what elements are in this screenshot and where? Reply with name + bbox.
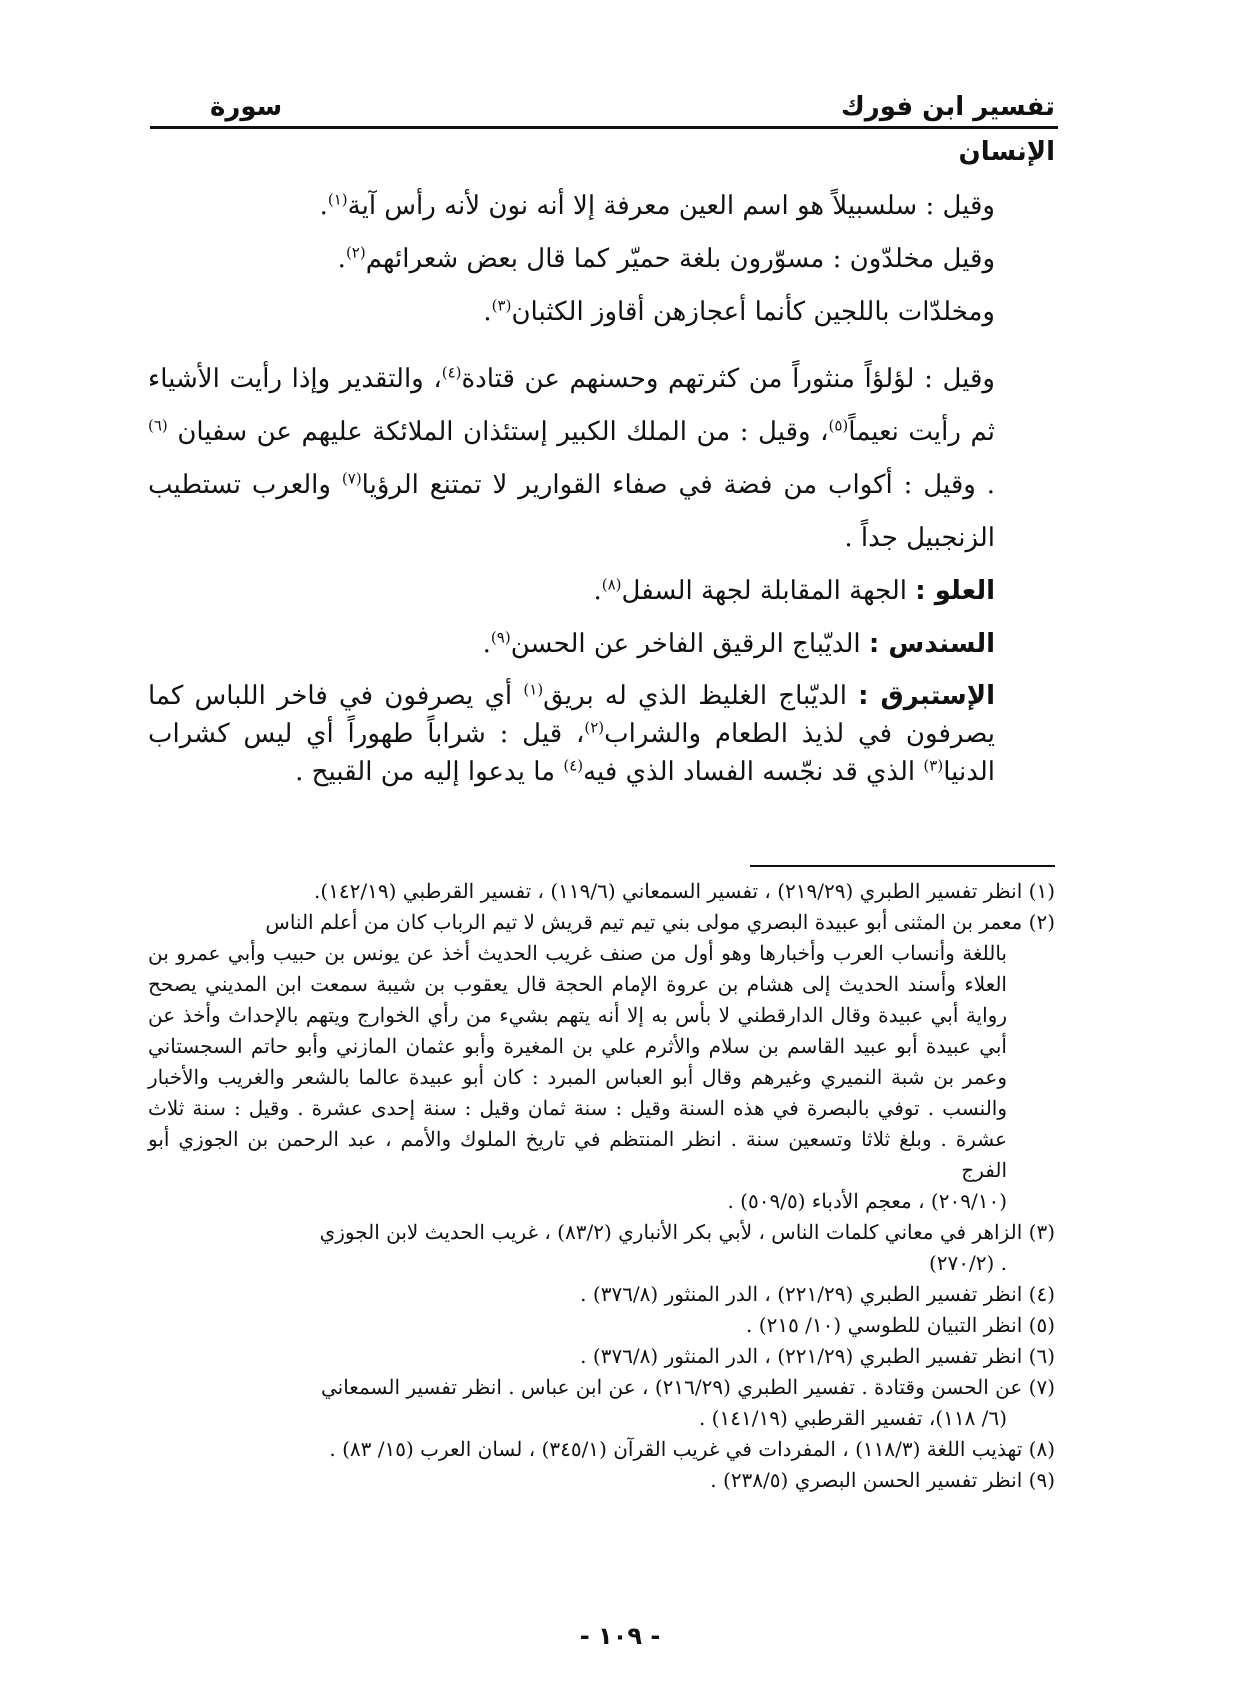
surah-name: الإنسان	[958, 137, 1055, 167]
footnote-divider	[750, 865, 1055, 867]
term-istabraq: الإستبرق :	[858, 681, 996, 711]
footnote-7-end: (٦/ ١١٨)، تفسير القرطبي (١٤١/١٩) .	[698, 1406, 1007, 1430]
footnote-2-end: (٢٠٩/١٠) ، معجم الأدباء (٥٠٩/٥) .	[727, 1189, 1007, 1213]
footnote-3: (٣) الزاهر في معاني كلمات الناس ، لأبي بكر الأنباري (٨٣/٢) ، غريب الحديث لابن الجوزي	[319, 1220, 1055, 1244]
definition-al-uluw: العلو : الجهة المقابلة لجهة السفل$^{(٨)}$.	[593, 575, 995, 606]
footnote-2: (٢) معمر بن المثنى أبو عبيدة البصري مولى بني تيم تيم قريش لا تيم الرباب كان من أعلم الناس	[265, 910, 1055, 934]
footnote-ref[interactable]: (٨)	[601, 575, 622, 594]
footnote-ref[interactable]: (٤)	[563, 756, 584, 775]
paragraph-1: وقيل : سلسبيلاً هو اسم العين معرفة إلا أنه نون لأنه رأس آية$^{(١)}$.	[319, 190, 995, 221]
poetry-line: ومخلدّات باللجين كأنما أعجازهن أقاوز الكثبان$^{(٣)}$.	[483, 296, 995, 327]
definition-sundus: السندس : الديّباج الرقيق الفاخر عن الحسن$^{(٩)}$.	[482, 628, 995, 659]
footnotes	[148, 876, 1055, 1496]
footnote-2-continued: باللغة وأنساب العرب وأخبارها وهو أول من صنف غريب الحديث أخذ عن يونس بن حبيب وأبي عمرو بن العلاء وأسند الحديث إلى هشام بن عروة الإمام الحجة قال يعقوب بن شيبة سمعت ابن المديني يصحح رواية أبي عبيدة وقال الدارقطني لا بأس به إلا أنه يتهم بشيء من رأي الخوارج ويتهم بالإحداث وأخذ عن أبي عبيدة أبو عبيد القاسم بن سلام والأثرم علي بن المغيرة وأبو عثمان المازني وأبو حاتم السجستاني وعمر بن شبة النميري وغيرهم وقال أبو العباس المبرد : كان أبو عبيدة عالما بالشعر والغريب والأخبار والنسب . توفي بالبصرة في هذه السنة وقيل : سنة ثمان وقيل : سنة إحدى عشرة . وقيل : سنة ثلاث عشرة . وبلغ ثلاثا وتسعين سنة . انظر المنتظم في تاريخ الملوك والأمم ، عبد الرحمن بن الجوزي أبو الفرج	[148, 941, 1007, 1182]
page-number: - ١٠٩ -	[579, 1622, 661, 1650]
footnote-ref[interactable]: (٩)	[490, 628, 511, 647]
definition-istabraq: الإستبرق : الديّباج الغليظ الذي له بريق$^{(١)}$ أي يصرفون في فاخر اللباس كما يصرفون في لذيذ الطعام والشراب$^{(٢)}$، قيل : شراباً طهوراً أي ليس كشراب الدنيا$^{(٣)}$ الذي قد نجّسه الفساد الذي فيه$^{(٤)}$ ما يدعوا إليه من القبيح .	[148, 680, 996, 787]
footnote-ref[interactable]: (٣)	[491, 296, 512, 315]
footnote-ref[interactable]: (١)	[523, 680, 544, 699]
footnote-ref[interactable]: (٥)	[828, 416, 849, 435]
surah-label: سورة	[210, 92, 283, 122]
footnote-8: (٨) تهذيب اللغة (١١٨/٣) ، المفردات في غريب القرآن (٣٤٥/١) ، لسان العرب (١٥/ ٨٣) .	[329, 1437, 1055, 1461]
header-divider	[150, 126, 1058, 129]
footnote-7: (٧) عن الحسن وقتادة . تفسير الطبري (٢١٦/٢٩) ، عن ابن عباس . انظر تفسير السمعاني	[320, 1375, 1055, 1399]
footnote-ref[interactable]: (٤)	[441, 363, 462, 382]
book-title: تفسير ابن فورك	[840, 92, 1055, 122]
footnote-9: (٩) انظر تفسير الحسن البصري (٢٣٨/٥) .	[710, 1468, 1055, 1492]
footnote-ref[interactable]: (٧)	[341, 469, 362, 488]
footnote-ref[interactable]: (٢)	[345, 243, 366, 262]
paragraph-2: وقيل مخلدّون : مسوّرون بلغة حميّر كما قال بعض شعرائهم$^{(٢)}$.	[337, 243, 995, 274]
footnote-1: (١) انظر تفسير الطبري (٢١٩/٢٩) ، تفسير السمعاني (١١٩/٦) ، تفسير القرطبي (١٤٢/١٩).	[314, 879, 1055, 903]
term-sundus: السندس :	[868, 629, 995, 659]
paragraph-4: وقيل : لؤلؤاً منثوراً من كثرتهم وحسنهم عن قتادة$^{(٤)}$، والتقدير وإذا رأيت الأشياء ثم رأيت نعيماً$^{(٥)}$، وقيل : من الملك الكبير إستئذان الملائكة عليهم عن سفيان $^{(٦)}$ . وقيل : أكواب من فضة في صفاء القوارير لا تمتنع الرؤيا$^{(٧)}$ والعرب تستطيب الزنجبيل جداً .	[148, 363, 996, 553]
footnote-ref[interactable]: (٢)	[584, 718, 605, 737]
footnote-ref[interactable]: (٦)	[148, 416, 168, 435]
main-text	[148, 180, 1055, 791]
footnote-ref[interactable]: (٣)	[923, 756, 944, 775]
term-al-uluw: العلو :	[915, 576, 995, 606]
footnote-ref[interactable]: (١)	[327, 190, 348, 209]
footnote-4: (٤) انظر تفسير الطبري (٢٢١/٢٩) ، الدر المنثور (٣٧٦/٨) .	[580, 1282, 1055, 1306]
footnote-5: (٥) انظر التبيان للطوسي (١٠/ ٢١٥) .	[746, 1313, 1055, 1337]
footnote-6: (٦) انظر تفسير الطبري (٢٢١/٢٩) ، الدر المنثور (٣٧٦/٨) .	[580, 1344, 1055, 1368]
footnote-3-end: . (٢٧٠/٢)	[928, 1251, 1007, 1275]
